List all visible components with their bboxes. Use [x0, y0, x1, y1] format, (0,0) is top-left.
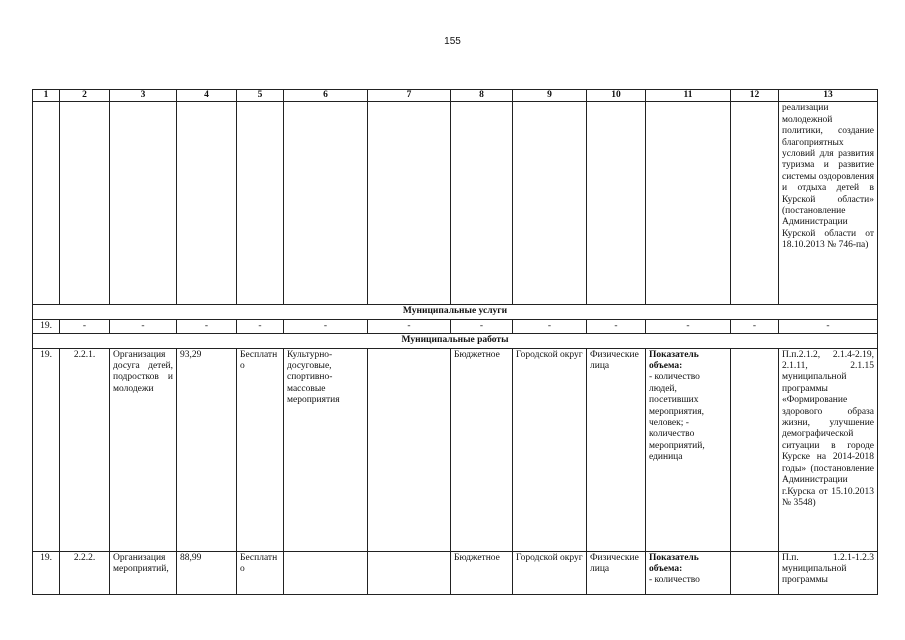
- header-cell: 11: [646, 90, 731, 102]
- header-cell: 2: [60, 90, 110, 102]
- dash-cell: -: [368, 319, 451, 333]
- col12-cell: [731, 348, 779, 551]
- header-cell: 10: [587, 90, 646, 102]
- work-name: Организация мероприятий,: [110, 551, 177, 594]
- indicator-title: Показатель объема:: [649, 552, 699, 575]
- dash-cell: -: [646, 319, 731, 333]
- dash-cell: -: [731, 319, 779, 333]
- dash-cell: -: [587, 319, 646, 333]
- indicators-cell: [646, 348, 731, 551]
- activity-code: 88,99: [177, 551, 237, 594]
- col12-cell: [731, 551, 779, 594]
- table-row: [33, 551, 878, 594]
- dash-cell: -: [451, 319, 513, 333]
- item-code: 2.2.1.: [60, 348, 110, 551]
- section-title-works: Муниципальные работы: [33, 334, 878, 348]
- table-row: [33, 348, 878, 551]
- indicator-title: Показатель объема:: [649, 349, 699, 372]
- services-dash-row: [33, 319, 878, 333]
- header-cell: 4: [177, 90, 237, 102]
- row-number: 19.: [33, 348, 60, 551]
- legal-basis: П.п.2.1.2, 2.1.4-2.19, 2.1.11, 2.1.15 муниципальной программы «Формирование здорового образа жизни, улучшение демографической ситуации в городе Курске на 2014-2018 годы» (постановление Администрации г.Курска от 15.10.2013 № 3548): [779, 348, 878, 551]
- header-cell: 9: [513, 90, 587, 102]
- legal-basis: П.п. 1.2.1-1.2.3 муниципальной программы: [779, 551, 878, 594]
- indicators-cell: [646, 551, 731, 594]
- header-cell: 5: [237, 90, 284, 102]
- dash-cell: -: [779, 319, 878, 333]
- institution-type: Бюджетное: [451, 551, 513, 594]
- payment-type: Бесплатно: [237, 551, 284, 594]
- continuation-row: [33, 102, 878, 305]
- header-cell: 1: [33, 90, 60, 102]
- indicator-body: - количество людей, посетивших мероприятия, человек; - количество мероприятий, единица: [649, 372, 705, 463]
- dash-cell: -: [60, 319, 110, 333]
- services-register-table: [32, 89, 878, 595]
- work-content: [284, 551, 368, 594]
- section-row-services: [33, 305, 878, 319]
- dash-cell: 19.: [33, 319, 60, 333]
- header-cell: 8: [451, 90, 513, 102]
- territory: Городской округ: [513, 348, 587, 551]
- activity-code: 93,29: [177, 348, 237, 551]
- row-number: 19.: [33, 551, 60, 594]
- territory: Городской округ: [513, 551, 587, 594]
- work-name: Организация досуга детей, подростков и молодежи: [110, 348, 177, 551]
- consumers: Физические лица: [587, 551, 646, 594]
- header-cell: 7: [368, 90, 451, 102]
- header-row: [33, 90, 878, 102]
- header-cell: 12: [731, 90, 779, 102]
- header-cell: 3: [110, 90, 177, 102]
- section-row-works: [33, 334, 878, 348]
- dash-cell: -: [110, 319, 177, 333]
- col7-cell: [368, 348, 451, 551]
- work-content: Культурно-досуговые, спортивно-массовые мероприятия: [284, 348, 368, 551]
- dash-cell: -: [513, 319, 587, 333]
- indicator-body: - количество: [649, 575, 700, 586]
- col7-cell: [368, 551, 451, 594]
- dash-cell: -: [237, 319, 284, 333]
- dash-cell: -: [177, 319, 237, 333]
- header-cell: 13: [779, 90, 878, 102]
- institution-type: Бюджетное: [451, 348, 513, 551]
- consumers: Физические лица: [587, 348, 646, 551]
- page-number: 155: [444, 36, 461, 47]
- dash-cell: -: [284, 319, 368, 333]
- payment-type: Бесплатно: [237, 348, 284, 551]
- header-cell: 6: [284, 90, 368, 102]
- item-code: 2.2.2.: [60, 551, 110, 594]
- continuation-basis-cell: реализации молодежной политики, создание благоприятных условий для развития туризма и развитие системы оздоровления и отдыха детей в Курской области» (постановление Администрации Курской области от 18.10.2013 № 746-па): [779, 102, 878, 305]
- section-title-services: Муниципальные услуги: [33, 305, 878, 319]
